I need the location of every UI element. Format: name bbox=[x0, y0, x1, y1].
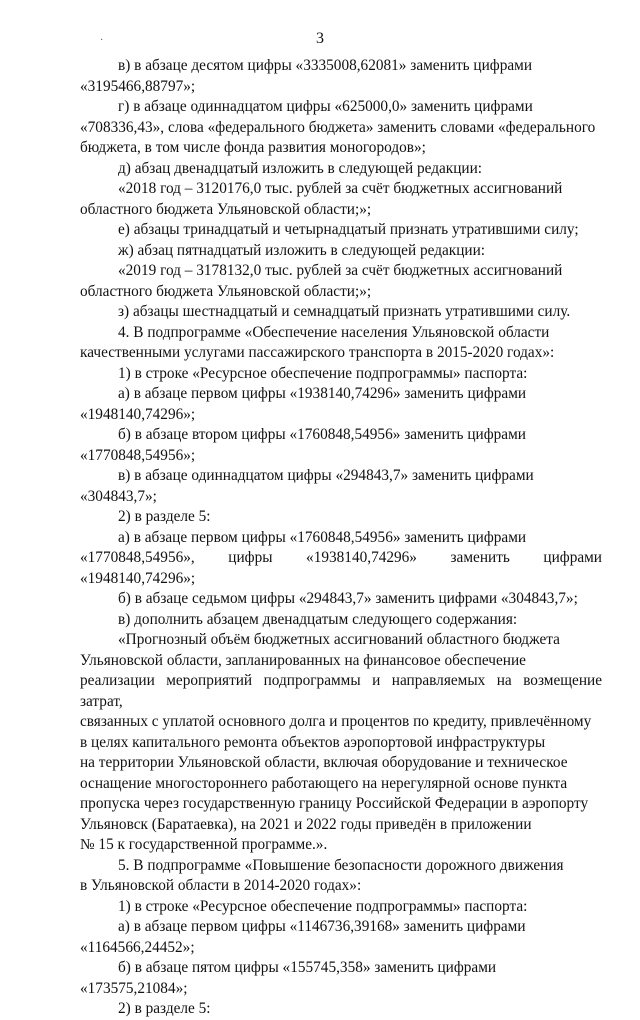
text-line: «2019 год – 3178132,0 тыс. рублей за счёт бюджетных ассигнований bbox=[118, 262, 563, 279]
text-line: «1164566,24452»; bbox=[80, 938, 195, 956]
text-line: а) в абзаце первом цифры «1938140,74296» заменить цифрами bbox=[118, 385, 527, 402]
text-line: 1) в строке «Ресурсное обеспечение подпрограммы» паспорта: bbox=[118, 897, 528, 915]
text-line: «1948140,74296»; bbox=[80, 405, 196, 423]
text-line: 5. В подпрограмме «Повышение безопасности дорожного движения bbox=[118, 856, 564, 874]
text-line: в) дополнить абзацем двенадцатым следующего содержания: bbox=[118, 610, 518, 628]
text-line: пропуска через государственную границу Российской Федерации в аэропорту bbox=[80, 795, 589, 812]
text-line: 1) в строке «Ресурсное обеспечение подпрограммы» паспорта: bbox=[118, 364, 528, 382]
text-line: оснащение многостороннего работающего на нерегулярной основе пункта bbox=[80, 774, 568, 792]
text-line: 2) в разделе 5: bbox=[118, 508, 211, 525]
text-line: а) в абзаце первом цифры «1760848,54956» заменить цифрами bbox=[118, 528, 527, 546]
text-line: б) в абзаце седьмом цифры «294843,7» заменить цифрами «304843,7»; bbox=[118, 590, 578, 607]
text-line: ж) абзац пятнадцатый изложить в следующей редакции: bbox=[118, 241, 486, 259]
text-line: «3195466,88797»; bbox=[80, 77, 196, 95]
text-line: в) в абзаце десятом цифры «3335008,62081» заменить цифрами bbox=[118, 57, 533, 74]
text-line: з) абзацы шестнадцатый и семнадцатый признать утратившими силу. bbox=[118, 303, 571, 320]
text-line: б) в абзаце втором цифры «1760848,54956» заменить цифрами bbox=[118, 426, 526, 443]
text-line: Ульяновской области, запланированных на финансовое обеспечение bbox=[80, 651, 526, 669]
text-line: «1770848,54956», цифры «1938140,74296» заменить цифрами «1948140,74296»; bbox=[80, 549, 602, 587]
text-line: «708336,43», слова «федерального бюджета» заменить словами «федерального bbox=[80, 118, 596, 136]
text-line: в Ульяновской области в 2014-2020 годах»: bbox=[80, 877, 362, 894]
text-line: «Прогнозный объём бюджетных ассигнований областного бюджета bbox=[118, 631, 560, 648]
text-line: е) абзацы тринадцатый и четырнадцатый признать утратившими силу; bbox=[118, 221, 579, 238]
text-line: «304843,7»; bbox=[80, 487, 157, 505]
page-number: 3 bbox=[316, 30, 324, 47]
scan-mark: · bbox=[100, 35, 104, 46]
text-line: Ульяновск (Баратаевка), на 2021 и 2022 годы приведён в приложении bbox=[80, 815, 532, 833]
text-line: 2) в разделе 5: bbox=[118, 1000, 211, 1017]
text-line: реализации мероприятий подпрограммы и направляемых на возмещение затрат, bbox=[80, 672, 602, 710]
text-line: областного бюджета Ульяновской области;»; bbox=[80, 200, 372, 218]
text-line: качественными услугами пассажирского транспорта в 2015-2020 годах»: bbox=[80, 344, 555, 361]
text-line: г) в абзаце одиннадцатом цифры «625000,0» заменить цифрами bbox=[118, 98, 533, 115]
text-line: областного бюджета Ульяновской области;»; bbox=[80, 282, 372, 300]
text-line: «1770848,54956»; bbox=[80, 446, 196, 464]
text-line: бюджета, в том числе фонда развития моногородов»; bbox=[80, 139, 426, 156]
text-line: 4. В подпрограмме «Обеспечение населения Ульяновской области bbox=[118, 323, 550, 341]
text-line: в целях капитального ремонта объектов аэропортовой инфраструктуры bbox=[80, 733, 546, 751]
text-line: «2018 год – 3120176,0 тыс. рублей за счёт бюджетных ассигнований bbox=[118, 180, 563, 197]
text-line: д) абзац двенадцатый изложить в следующей редакции: bbox=[118, 159, 483, 177]
text-line: «173575,21084»; bbox=[80, 979, 188, 997]
text-line: б) в абзаце пятом цифры «155745,358» заменить цифрами bbox=[118, 959, 497, 976]
text-line: № 15 к государственной программе.». bbox=[80, 836, 328, 853]
text-line: на территории Ульяновской области, включая оборудование и техническое bbox=[80, 754, 568, 771]
text-line: а) в абзаце первом цифры «1146736,39168» заменить цифрами bbox=[118, 918, 526, 935]
text-line: связанных с уплатой основного долга и процентов по кредиту, привлечённому bbox=[80, 713, 592, 730]
text-line: в) в абзаце одиннадцатом цифры «294843,7» заменить цифрами bbox=[118, 467, 534, 484]
document-body bbox=[80, 56, 602, 1020]
